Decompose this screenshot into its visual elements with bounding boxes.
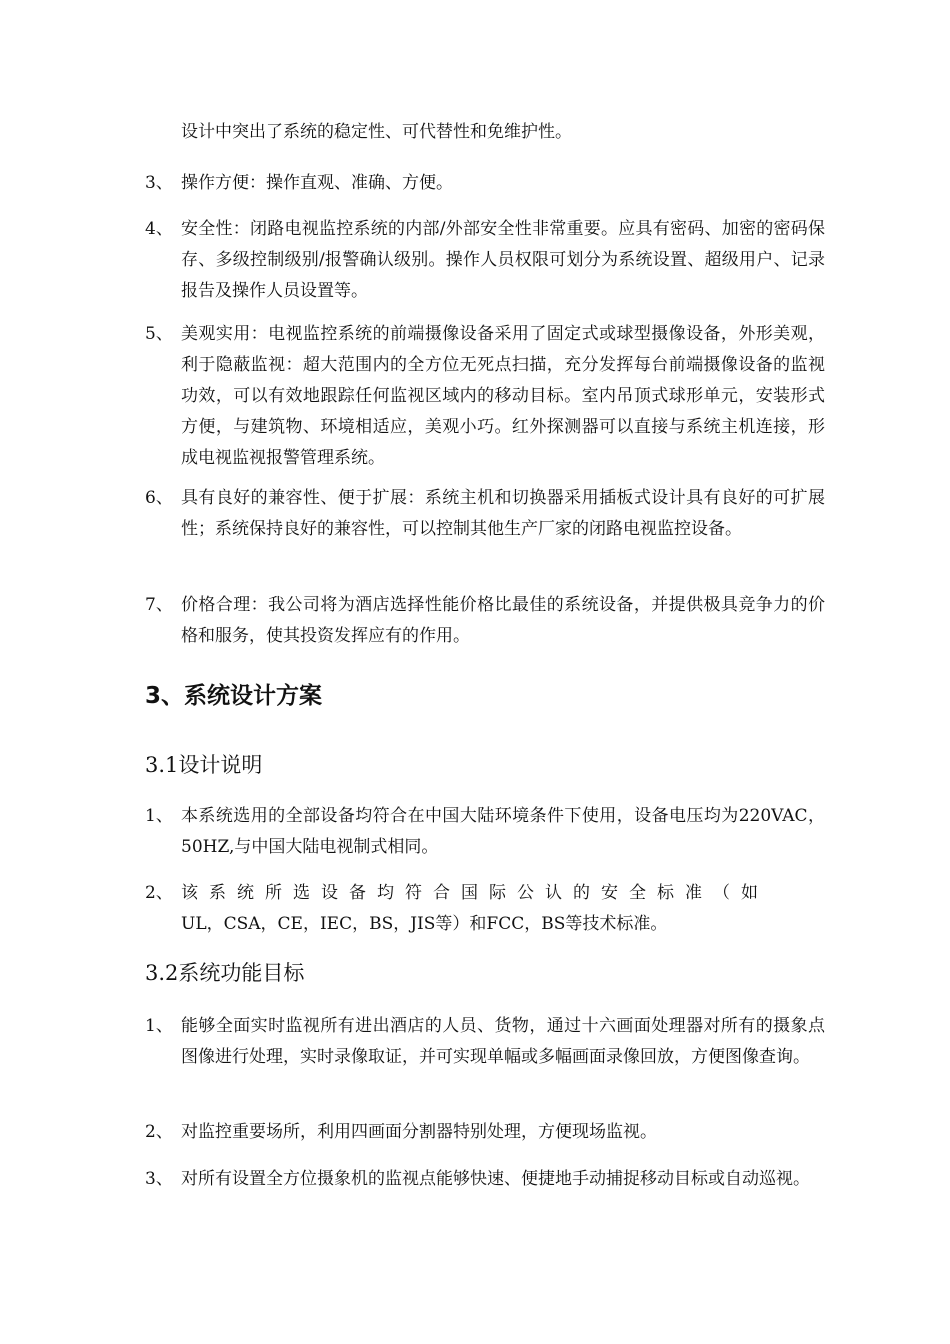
item-number: 3、 (145, 173, 173, 193)
feature-item (145, 168, 825, 199)
item-number: 3、 (145, 1169, 173, 1189)
item-number: 5、 (145, 324, 173, 344)
goal-item (145, 1164, 825, 1195)
continuation-text: 设计中突出了系统的稳定性、可代替性和免维护性。 (181, 122, 572, 142)
section-heading: 3、系统设计方案 (145, 683, 323, 709)
item-text: 美观实用：电视监控系统的前端摄像设备采用了固定式或球型摄像设备，外形美观，利于隐蔽监视：超大范围内的全方位无死点扫描，充分发挥每台前端摄像设备的监视功效，可以有效地跟踪任何监视区域内的移动目标。室内吊顶式球形单元，安装形式方便，与建筑物、环境相适应，美观小巧。红外探测器可以直接与系统主机连接，形成电视监视报警管理系统。 (181, 324, 825, 468)
item-text: 具有良好的兼容性、便于扩展：系统主机和切换器采用插板式设计具有良好的可扩展性；系统保持良好的兼容性，可以控制其他生产厂家的闭路电视监控设备。 (181, 488, 825, 539)
feature-item (145, 214, 825, 307)
item-number: 7、 (145, 595, 173, 615)
design-item (145, 878, 825, 940)
item-text: 对监控重要场所，利用四画面分割器特别处理，方便现场监视。 (181, 1122, 657, 1142)
goal-item (145, 1011, 825, 1073)
feature-item (145, 483, 825, 545)
feature-item (145, 319, 825, 474)
continuation-paragraph (145, 117, 825, 148)
item-number: 1、 (145, 1016, 173, 1036)
item-text: 能够全面实时监视所有进出酒店的人员、货物，通过十六画面处理器对所有的摄象点图像进行处理，实时录像取证，并可实现单幅或多幅画面录像回放，方便图像查询。 (181, 1016, 825, 1067)
item-number: 4、 (145, 219, 173, 239)
item-text-line: 该系统所选设备均符合国际公认的安全标准（如 (181, 883, 769, 903)
item-text-line: UL，CSA，CE，IEC，BS，JIS等）和FCC，BS等技术标准。 (181, 914, 668, 934)
item-number: 6、 (145, 488, 173, 508)
item-number: 1、 (145, 806, 173, 826)
goal-item (145, 1117, 825, 1148)
item-text: 本系统选用的全部设备均符合在中国大陆环境条件下使用，设备电压均为220VAC，50HZ,与中国大陆电视制式相同。 (181, 806, 825, 857)
design-item (145, 801, 825, 863)
feature-item (145, 590, 825, 652)
subsection-heading: 3.1设计说明 (145, 753, 263, 777)
item-text: 对所有设置全方位摄象机的监视点能够快速、便捷地手动捕捉移动目标或自动巡视。 (181, 1169, 810, 1189)
item-number: 2、 (145, 883, 173, 903)
item-text: 操作方便：操作直观、准确、方便。 (181, 173, 453, 193)
subsection-heading: 3.2系统功能目标 (145, 961, 305, 985)
item-text: 安全性：闭路电视监控系统的内部/外部安全性非常重要。应具有密码、加密的密码保存、多级控制级别/报警确认级别。操作人员权限可划分为系统设置、超级用户、记录报告及操作人员设置等。 (181, 219, 825, 301)
item-number: 2、 (145, 1122, 173, 1142)
item-text: 价格合理：我公司将为酒店选择性能价格比最佳的系统设备，并提供极具竞争力的价格和服务，使其投资发挥应有的作用。 (181, 595, 825, 646)
